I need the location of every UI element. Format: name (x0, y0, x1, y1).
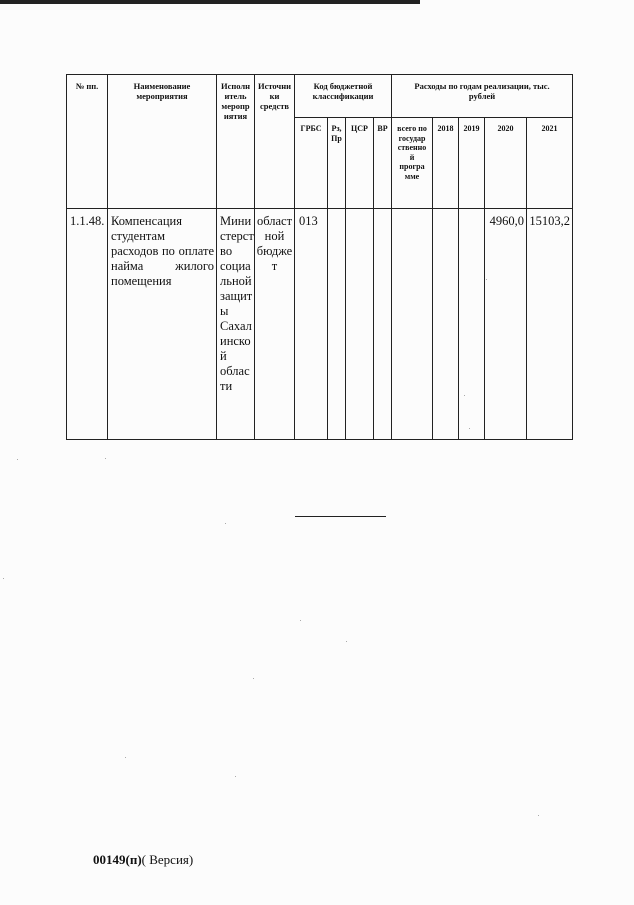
scan-speck (464, 395, 465, 396)
header-num: № пп. (67, 75, 108, 209)
header-expenses: Расходы по годам реализации, тыс. рублей (392, 75, 573, 118)
row-source: областной бюджет (255, 209, 295, 440)
header-budget-code: Код бюджетной классификации (295, 75, 392, 118)
scan-speck (538, 815, 539, 816)
row-csr (346, 209, 374, 440)
scan-speck (253, 678, 254, 679)
footer-version (93, 852, 193, 868)
header-rz-pr: Рз, Пр (328, 118, 346, 209)
scan-speck (225, 523, 226, 524)
separator-line (295, 516, 386, 517)
scan-top-edge-gap (420, 0, 634, 4)
row-rz-pr (328, 209, 346, 440)
header-name: Наименование мероприятия (108, 75, 217, 209)
header-grbs: ГРБС (295, 118, 328, 209)
row-grbs: 013 (295, 209, 328, 440)
row-vr (374, 209, 392, 440)
scan-speck (17, 459, 18, 460)
row-num: 1.1.48. (67, 209, 108, 440)
row-executor: Министерство социальной защиты Сахалинской области (217, 209, 255, 440)
header-2021: 2021 (527, 118, 573, 209)
scan-speck (125, 757, 126, 758)
scan-speck (235, 776, 236, 777)
row-2020: 4960,0 (485, 209, 527, 440)
row-2018 (433, 209, 459, 440)
header-csr: ЦСР (346, 118, 374, 209)
header-2018: 2018 (433, 118, 459, 209)
version-label: ( Версия) (141, 852, 194, 867)
table-row (67, 209, 573, 440)
header-vr: ВР (374, 118, 392, 209)
row-2021: 15103,2 (527, 209, 573, 440)
scan-speck (3, 578, 4, 579)
header-total: всего по государственной программе (392, 118, 433, 209)
header-executor: Исполнитель мероприятия (217, 75, 255, 209)
row-total (392, 209, 433, 440)
scan-speck (486, 279, 487, 280)
header-2020: 2020 (485, 118, 527, 209)
row-name: Компенсация студентам расходов по оплате найма жилого помещения (108, 209, 217, 440)
budget-table (66, 74, 573, 440)
scan-speck (346, 641, 347, 642)
scan-speck (300, 620, 301, 621)
doc-number: 00149(п) (93, 852, 142, 867)
header-source: Источники средств (255, 75, 295, 209)
row-2019 (459, 209, 485, 440)
scan-speck (469, 428, 470, 429)
scan-speck (105, 458, 106, 459)
header-2019: 2019 (459, 118, 485, 209)
